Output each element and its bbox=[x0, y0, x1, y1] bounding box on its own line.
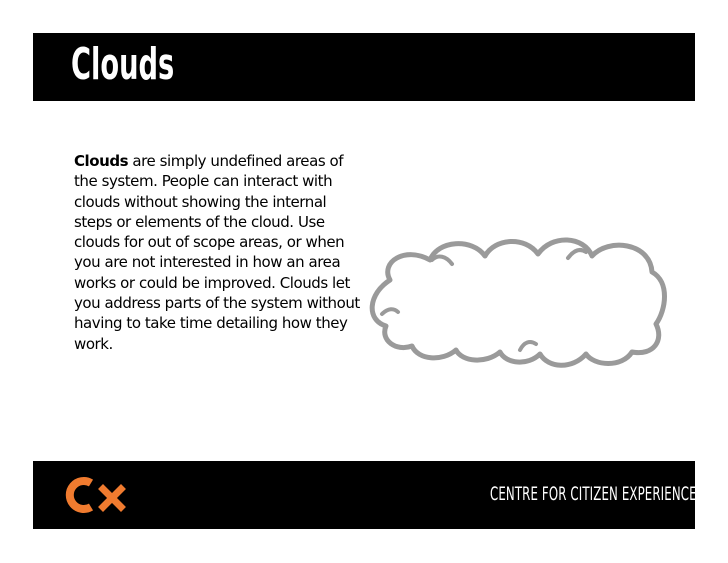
cx-logo-icon bbox=[63, 475, 133, 515]
organization-name: CENTRE FOR CITIZEN EXPERIENCE bbox=[490, 483, 697, 505]
cloud-illustration bbox=[360, 228, 670, 378]
body-term: Clouds bbox=[74, 152, 129, 170]
slide-title: Clouds bbox=[71, 39, 175, 90]
cloud-outline bbox=[372, 240, 664, 365]
body-description: are simply undefined areas of the system. People can interact with clouds without showing the internal steps or elements of the cloud. Use clouds for out of scope areas, or when you are not interested in how an area works or could be improved. Clouds let you address parts of the system without having to take time detailing how they work. bbox=[74, 152, 360, 353]
title-bar bbox=[33, 33, 695, 101]
footer-bar bbox=[33, 461, 695, 529]
slide-body bbox=[74, 151, 364, 354]
